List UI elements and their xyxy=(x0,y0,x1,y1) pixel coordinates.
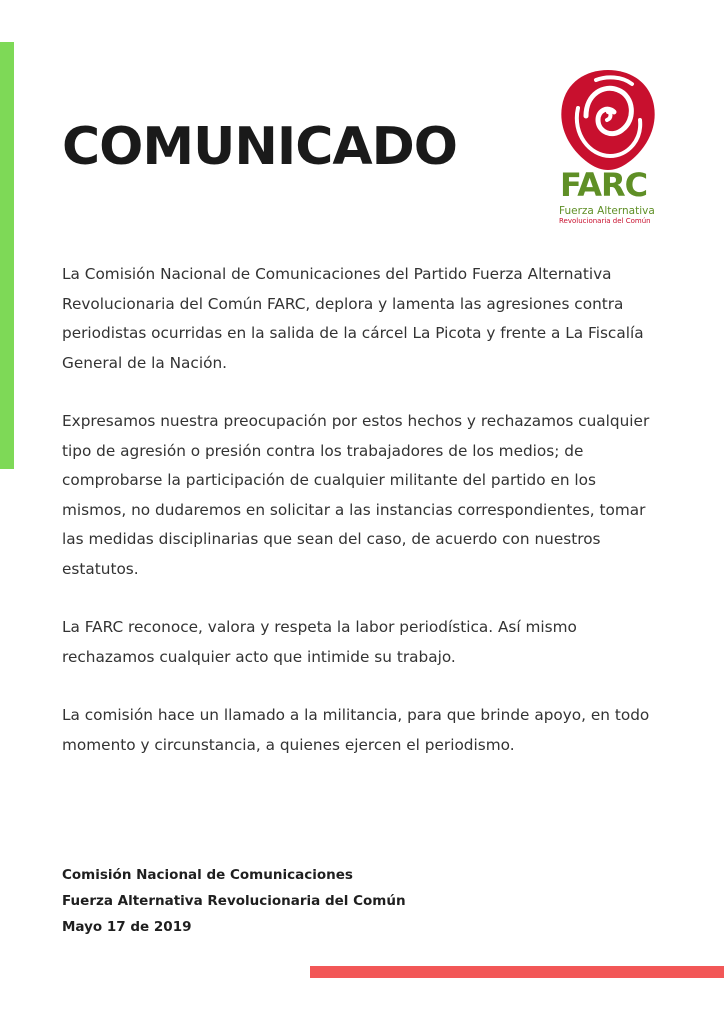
paragraph-4: La comisión hace un llamado a la militancia, para que brinde apoyo, en todo momento y circunstancia, a quienes ejercen el periodismo. xyxy=(62,706,650,754)
statement-body xyxy=(62,260,662,789)
logo-subtitle-line2: Revolucionaria del Común xyxy=(559,217,651,225)
paragraph-2: Expresamos nuestra preocupación por estos hechos y rechazamos cualquier tipo de agresión o presión contra los trabajadores de los medios; de comprobarse la participación de cualquier militante del partido en los mismos, no dudaremos en solicitar a las instancias correspondientes, tomar las medidas disciplinarias que sean del caso, de acuerdo con nuestros estatutos. xyxy=(62,412,650,578)
paragraph-3: La FARC reconoce, valora y respeta la labor periodística. Así mismo rechazamos cualquier acto que intimide su trabajo. xyxy=(62,618,577,666)
signature-block xyxy=(62,862,406,940)
signature-commission: Comisión Nacional de Comunicaciones xyxy=(62,867,353,883)
logo-wordmark: FARC xyxy=(560,166,648,204)
signature-date: Mayo 17 de 2019 xyxy=(62,919,192,935)
paragraph-1: La Comisión Nacional de Comunicaciones del Partido Fuerza Alternativa Revolucionaria del Común FARC, deplora y lamenta las agresiones contra periodistas ocurridas en la salida de la cárcel La Picota y frente a La Fiscalía General de la Nación. xyxy=(62,265,644,372)
green-accent-bar xyxy=(0,42,14,469)
farc-logo xyxy=(556,68,668,230)
page-title: COMUNICADO xyxy=(62,117,457,177)
signature-party: Fuerza Alternativa Revolucionaria del Común xyxy=(62,893,406,909)
rose-icon xyxy=(556,68,660,170)
red-accent-bar xyxy=(310,966,724,978)
logo-subtitle-line1: Fuerza Alternativa xyxy=(559,205,655,217)
